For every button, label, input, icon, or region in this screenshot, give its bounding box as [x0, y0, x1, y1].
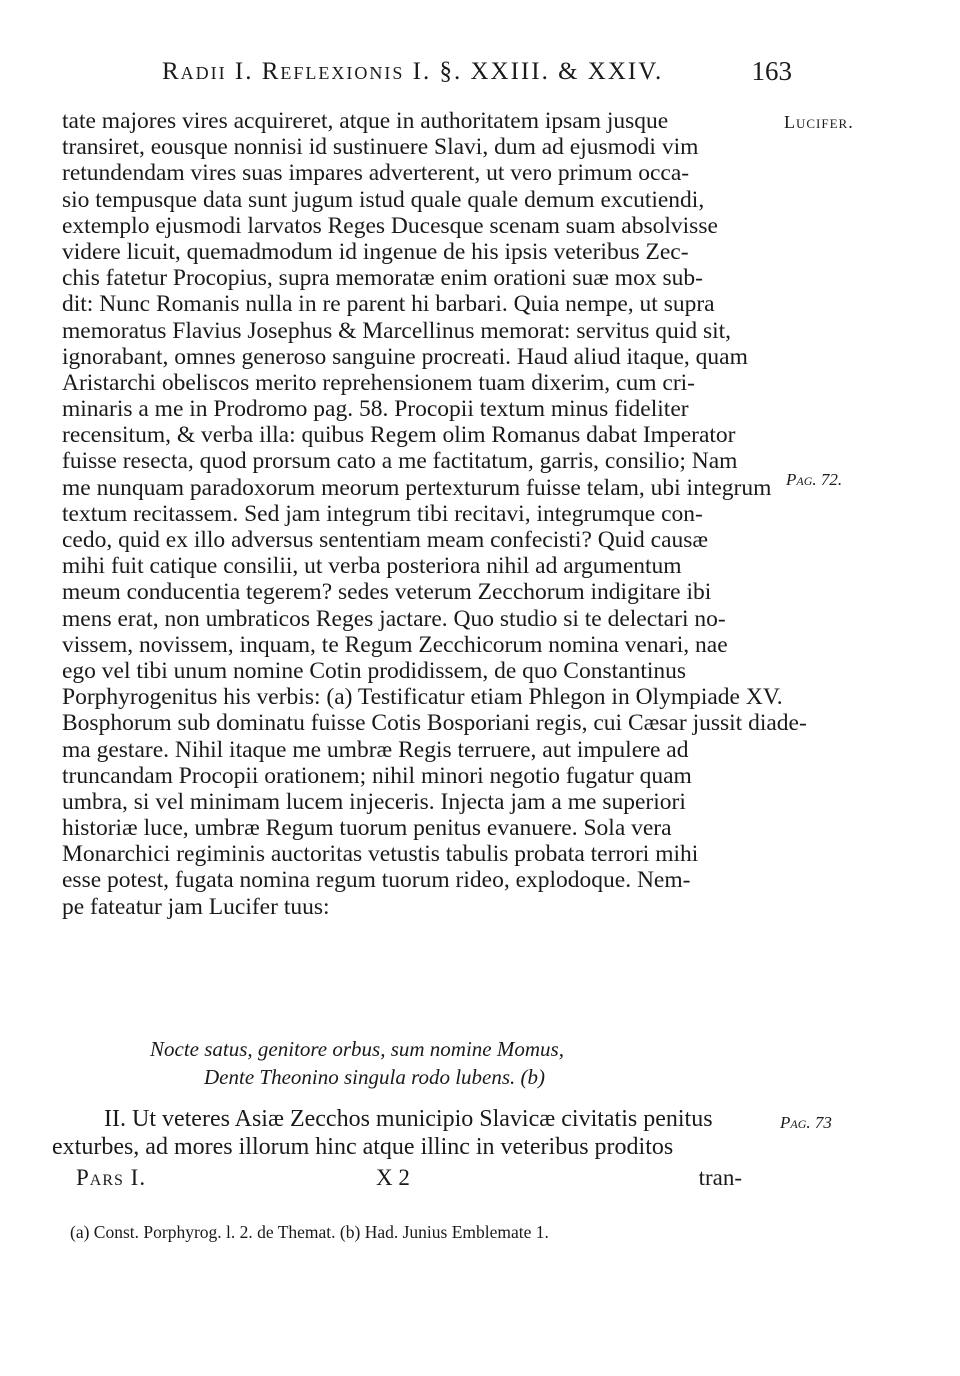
- body-text: [62, 108, 807, 920]
- body-line: textum recitassem. Sed jam integrum tibi recitavi, integrumque con-: [62, 500, 703, 527]
- body-line: memoratus Flavius Josephus & Marcellinus memorat: servitus quid sit,: [62, 317, 732, 344]
- signature-row: [76, 1165, 742, 1193]
- body-line: dit: Nunc Romanis nulla in re parent hi barbari. Quia nempe, ut supra: [62, 291, 715, 318]
- page-number: 163: [751, 56, 792, 86]
- body-line: ego vel tibi unum nomine Cotin prodidissem, de quo Constantinus: [62, 657, 687, 684]
- verse-quotation: [150, 1035, 750, 1091]
- margin-note-page-73: Pag. 73: [780, 1113, 832, 1132]
- body-line: minaris a me in Prodromo pag. 58. Procopii textum minus fideliter: [62, 396, 689, 423]
- signature-mark: Pars I.: [76, 1165, 147, 1190]
- body-line: II. Ut veteres Asiæ Zecchos municipio Slavicæ civitatis penitus: [104, 1106, 713, 1132]
- body-line: mihi fuit catique consilii, ut verba posteriora nihil ad argumentum: [62, 553, 682, 580]
- body-line: Aristarchi obeliscos merito reprehensionem tuam dixerim, cum cri-: [62, 369, 695, 396]
- sheet-mark: X 2: [376, 1165, 410, 1190]
- body-line: mens erat, non umbraticos Reges jactare. Quo studio si te delectari no-: [62, 605, 726, 632]
- verse-line: Dente Theonino singula rodo lubens. (b): [204, 1065, 546, 1089]
- catchword: tran-: [698, 1165, 742, 1190]
- body-line: Bosphorum sub dominatu fuisse Cotis Bosporiani regis, cui Cæsar jussit diade-: [62, 710, 807, 737]
- body-line: retundendam vires suas impares adverterent, ut vero primum occa-: [62, 160, 690, 187]
- body-line: me nunquam paradoxorum meorum pertexturum fuisse telam, ubi integrum: [62, 474, 772, 501]
- verse-line: Nocte satus, genitore orbus, sum nomine Momus,: [150, 1037, 564, 1061]
- margin-note-lucifer: Lucifer.: [784, 112, 854, 132]
- footnotes: (a) Const. Porphyrog. l. 2. de Themat. (b) Had. Junius Emblemate 1.: [70, 1222, 549, 1242]
- running-title: Radii I. Reflexionis I. §. XXIII. & XXIV.: [162, 58, 664, 85]
- body-line: tate majores vires acquireret, atque in authoritatem ipsam jusque: [62, 108, 669, 134]
- body-line: Porphyrogenitus his verbis: (a) Testificatur etiam Phlegon in Olympiade XV.: [62, 684, 783, 711]
- body-line: exturbes, ad mores illorum hinc atque illinc in veteribus proditos: [52, 1134, 674, 1160]
- body-line: truncandam Procopii orationem; nihil minori negotio fugatur quam: [62, 762, 692, 789]
- body-line: transiret, eousque nonnisi id sustinuere Slavi, dum ad ejusmodi vim: [62, 134, 699, 161]
- body-line: Monarchici regiminis auctoritas vetustis tabulis probata terrori mihi: [62, 841, 699, 868]
- body-line: cedo, quid ex illo adversus sententiam meam confecisti? Quid causæ: [62, 527, 709, 553]
- body-line: sio tempusque data sunt jugum istud quale quale demum excutiendi,: [62, 186, 705, 213]
- body-line: videre licuit, quemadmodum id ingenue de his ipsis veteribus Zec-: [62, 238, 689, 265]
- body-line: vissem, novissem, inquam, te Regum Zecchicorum nomina venari, nae: [62, 631, 728, 658]
- body-line: extemplo ejusmodi larvatos Reges Ducesque scenam suam absolvisse: [62, 212, 718, 239]
- running-head: [162, 56, 792, 90]
- body-line: ignorabant, omnes generoso sanguine procreati. Haud aliud itaque, quam: [62, 343, 748, 370]
- body-line: ma gestare. Nihil itaque me umbræ Regis terruere, aut impulere ad: [62, 736, 689, 763]
- body-line: recensitum, & verba illa: quibus Regem olim Romanus dabat Imperator: [62, 422, 736, 449]
- margin-note-page-72: Pag. 72.: [786, 470, 843, 489]
- body-line: meum conducentia tegerem? sedes veterum Zecchorum indigitare ibi: [62, 579, 712, 606]
- body-line: historiæ luce, umbræ Regum tuorum penitus evanuere. Sola vera: [62, 815, 672, 842]
- body-line: esse potest, fugata nomina regum tuorum rideo, explodoque. Nem-: [62, 867, 691, 894]
- section-two: [52, 1105, 778, 1161]
- body-line: fuisse resecta, quod prorsum cato a me factitatum, garris, consilio; Nam: [62, 448, 738, 475]
- body-line: pe fateatur jam Lucifer tuus:: [62, 893, 330, 920]
- body-line: chis fatetur Procopius, supra memoratæ enim orationi suæ mox sub-: [62, 265, 703, 292]
- body-line: umbra, si vel minimam lucem injeceris. Injecta jam a me superiori: [62, 788, 686, 815]
